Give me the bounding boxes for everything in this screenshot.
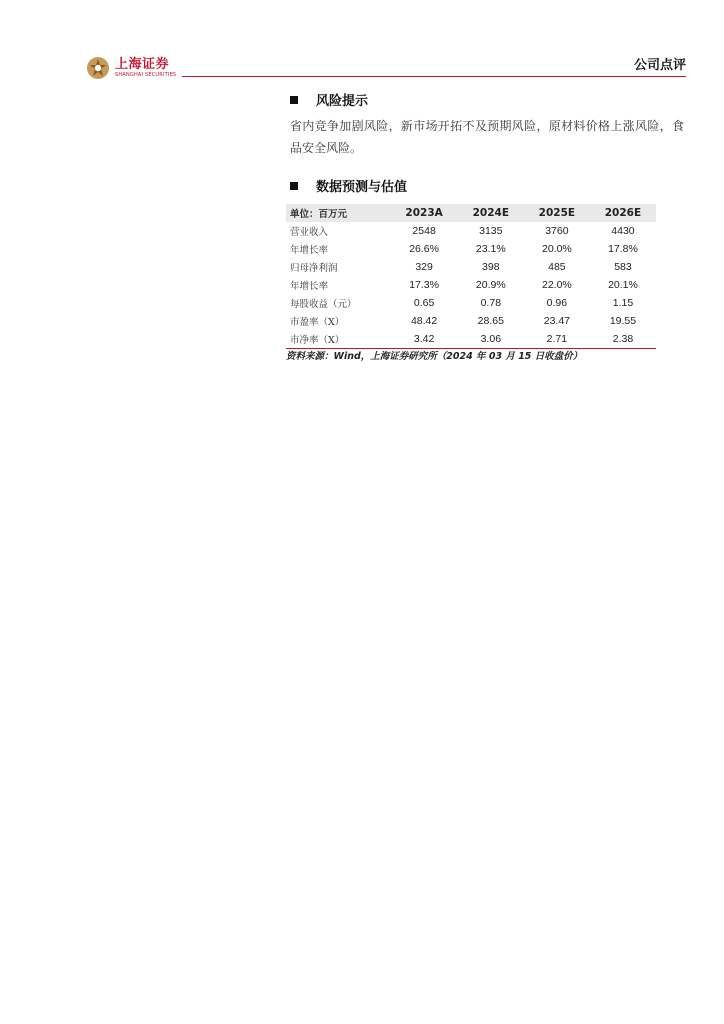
table-cell: 20.0% [541, 243, 572, 255]
logo-en-text: SHANGHAI SECURITIES [115, 72, 177, 78]
table-cell: 3135 [479, 225, 503, 237]
row-label: 每股收益（元） [290, 299, 357, 310]
table-cell: 26.6% [409, 243, 439, 255]
risk-title: 风险提示 [316, 94, 369, 109]
table-cell: 2548 [412, 225, 436, 237]
row-label: 年增长率 [290, 245, 329, 256]
table-row [286, 258, 656, 276]
table-cell: 20.9% [475, 279, 506, 291]
table-row [286, 330, 656, 349]
forecast-section-heading [290, 176, 407, 195]
data-source-note: 资料来源：Wind，上海证券研究所（2024 年 03 月 15 日收盘价） [286, 351, 583, 362]
table-row [286, 312, 656, 330]
row-label: 年增长率 [290, 281, 329, 292]
column-header: 2024E [458, 204, 524, 222]
table-cell: 17.8% [608, 243, 638, 255]
logo-cn-text: 上海证券 [115, 57, 170, 72]
table-cell: 3760 [545, 225, 569, 237]
unit-label: 单位：百万元 [286, 204, 390, 222]
table-header-row [286, 204, 656, 222]
table-cell: 23.1% [475, 243, 506, 255]
page-header [86, 54, 686, 80]
row-label: 市盈率（X） [290, 317, 345, 328]
table-row [286, 276, 656, 294]
row-label: 市净率（X） [286, 330, 390, 349]
table-row [286, 222, 656, 240]
logo-mark-icon [86, 56, 110, 80]
risk-text: 省内竞争加剧风险，新市场开拓不及预期风险，原材料价格上涨风险，食品安全风险。 [290, 119, 684, 155]
table-cell: 0.65 [413, 297, 435, 309]
table-cell: 0.78 [480, 297, 502, 309]
table-cell: 3.42 [390, 330, 457, 349]
table-cell: 19.55 [609, 315, 637, 327]
table-cell: 17.3% [409, 279, 439, 291]
company-logo [86, 56, 176, 80]
square-bullet-icon [290, 182, 298, 190]
table-cell: 2.38 [590, 330, 656, 349]
table-cell: 20.1% [608, 279, 638, 291]
row-label: 营业收入 [290, 227, 329, 238]
column-header: 2023A [390, 204, 457, 222]
table-cell: 4430 [611, 225, 635, 237]
table-cell: 48.42 [410, 315, 438, 327]
column-header: 2025E [524, 204, 590, 222]
risk-section-heading [290, 90, 368, 109]
table-cell: 329 [415, 261, 433, 273]
doc-type-label: 公司点评 [633, 58, 686, 73]
table-cell: 0.96 [546, 297, 568, 309]
table-cell: 23.47 [543, 315, 571, 327]
table-row [286, 294, 656, 312]
square-bullet-icon [290, 96, 298, 104]
table-cell: 398 [482, 261, 500, 273]
forecast-table [286, 204, 656, 349]
table-cell: 1.15 [612, 297, 634, 309]
table-cell: 485 [548, 261, 566, 273]
table-cell: 22.0% [541, 279, 572, 291]
row-label: 归母净利润 [290, 263, 338, 274]
table-row [286, 240, 656, 258]
header-divider [182, 76, 686, 77]
table-cell: 2.71 [524, 330, 590, 349]
table-cell: 3.06 [458, 330, 524, 349]
forecast-title: 数据预测与估值 [316, 180, 408, 195]
column-header: 2026E [590, 204, 656, 222]
table-cell: 28.65 [477, 315, 504, 327]
table-cell: 583 [614, 261, 632, 273]
